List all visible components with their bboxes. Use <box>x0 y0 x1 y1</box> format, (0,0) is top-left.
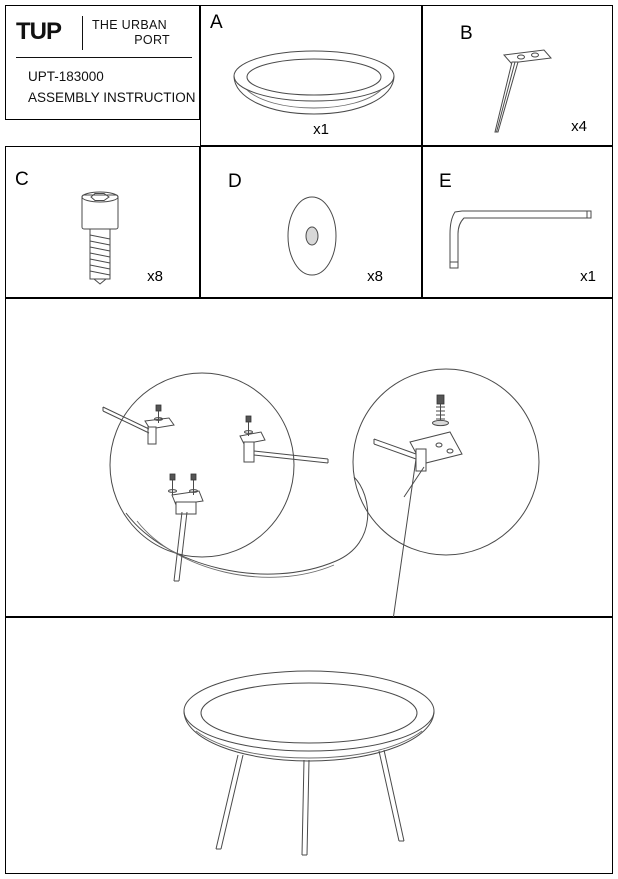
model-number: UPT-183000 <box>28 69 104 84</box>
assembled-round-table-diagram <box>176 663 466 858</box>
part-a-panel <box>200 5 422 146</box>
hex-socket-bolt-icon <box>68 191 140 287</box>
page-title: ASSEMBLY INSTRUCTION <box>28 90 196 105</box>
header-divider <box>16 57 192 58</box>
brand-header-panel <box>5 5 200 120</box>
part-a-letter: A <box>210 12 224 33</box>
part-d-letter: D <box>228 171 243 192</box>
part-e-letter: E <box>439 171 453 192</box>
logo-divider <box>82 16 83 50</box>
logo-wordmark <box>92 18 192 48</box>
part-e-quantity: x1 <box>580 268 596 285</box>
part-a-quantity: x1 <box>313 121 329 138</box>
header-meta <box>28 66 196 108</box>
part-c-quantity: x8 <box>147 268 163 285</box>
part-b-quantity: x4 <box>571 118 587 135</box>
tapered-leg-icon <box>465 44 575 136</box>
part-c-letter: C <box>15 169 30 190</box>
step-2-panel <box>5 617 613 874</box>
part-d-panel <box>200 146 422 298</box>
logo <box>16 16 191 52</box>
part-e-panel <box>422 146 613 298</box>
part-b-letter: B <box>460 23 474 44</box>
part-c-panel <box>5 146 200 298</box>
step-1-panel <box>5 298 613 617</box>
allen-key-icon <box>441 202 601 274</box>
logo-wordmark-line2: PORT <box>134 33 170 47</box>
logo-wordmark-line1: THE URBAN <box>92 18 167 32</box>
flat-washer-icon <box>274 195 350 277</box>
part-d-quantity: x8 <box>367 268 383 285</box>
round-table-top-icon <box>229 46 399 124</box>
attach-legs-to-underside-diagram <box>6 299 612 616</box>
logo-mark: TUP <box>16 18 61 45</box>
part-b-panel <box>422 5 613 146</box>
